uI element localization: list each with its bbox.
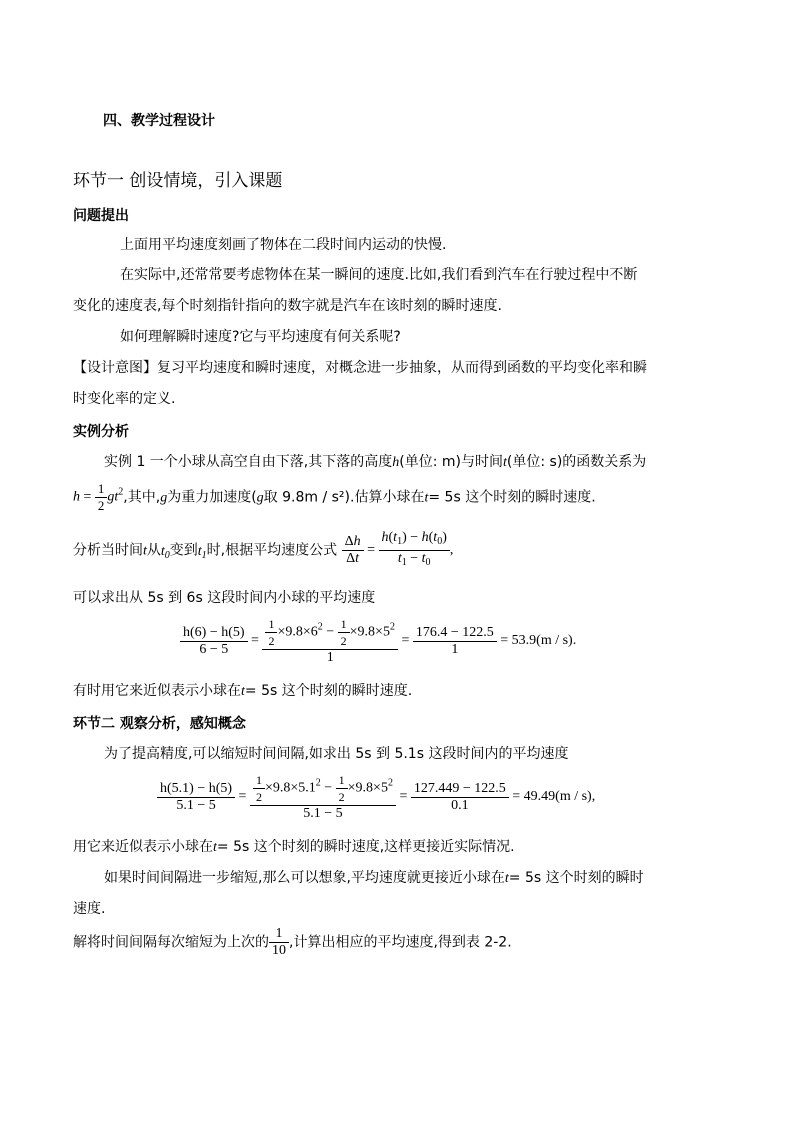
equation-1: $\frac{h(6) - h(5)}{6 - 5}$ = $\frac{1}{2}$ $\times 9.8\times 6^2$ − $\frac{1}{2}$ $\times 9.8\times 5^2$ 1 = $\frac{176.4 - 122.5}{1}$ = 53.9(m / s). — [180, 616, 576, 666]
eq2-num-right: 127.449 − 122.5 — [411, 781, 509, 798]
design-intent-line-a — [73, 358, 647, 378]
example-line-1-pre: 实例 1 一个小球从高空自由下落,其下落的高度 — [104, 454, 393, 470]
part2-line-4: 速度. — [73, 901, 106, 917]
var-t-3: t — [143, 543, 147, 559]
var-g: g — [160, 490, 168, 506]
example-line-1-post: (单位: s)的函数关系为 — [506, 454, 647, 470]
example-line-4: 可以求出从 5s 到 6s 这段时间内小球的平均速度 — [73, 590, 376, 606]
part2-line-3-post: = 5s 这个时刻的瞬时 — [508, 870, 644, 886]
eq1-num-left: h(6) − h(5) — [180, 625, 248, 642]
eq1-den-mid: 1 — [326, 650, 334, 665]
var-t-5: t — [241, 684, 245, 699]
paragraph-3: 如何理解瞬时速度?它与平均速度有何关系呢? — [120, 329, 401, 345]
example-line-2-tail2: 取 9.8m / s²).估算小球在 — [263, 489, 425, 506]
example-line-2 — [73, 481, 596, 514]
eq1-den-left: 6 − 5 — [199, 641, 229, 657]
example-line-3-mid: 从 — [146, 542, 161, 559]
formula-h-gt2: h = $\frac{1}{2}$ $gt^2$ — [73, 481, 124, 513]
example-line-5 — [73, 681, 412, 702]
paragraph-1: 上面用平均速度刻画了物体在二段时间内运动的快慢. — [120, 237, 447, 253]
paragraph-2a: 在实际中,还常常要考虑物体在某一瞬间的速度.比如,我们看到汽车在行驶过程中不断 — [120, 267, 638, 283]
design-intent-text-a: 复习平均速度和瞬时速度，对概念进一步抽象，从而得到函数的平均变化率和瞬 — [157, 360, 647, 376]
part2-line-5-pre: 解将时间间隔每次缩短为上次的 — [73, 934, 269, 951]
part2-line-1: 为了提高精度,可以缩短时间间隔,如求出 5s 到 5.1s 这段时间内的平均速度 — [104, 746, 569, 762]
part2-line-2-post: = 5s 这个时刻的瞬时速度,这样更接近实际情况. — [216, 839, 515, 855]
fraction-one-tenth: $\frac{1}{10}$ — [269, 926, 289, 959]
var-t-2: t — [424, 490, 429, 506]
design-intent-line-b: 时变化率的定义. — [73, 391, 176, 407]
problem-subtitle: 问题提出 — [73, 208, 129, 224]
part2-line-3-pre: 如果时间间隔进一步缩短,那么可以想象,平均速度就更接近小球在 — [104, 870, 505, 886]
eq2-den-mid: 5.1 − 5 — [303, 806, 343, 821]
var-g-2: g — [256, 490, 264, 506]
example-line-2-post: ,其中, — [123, 489, 161, 506]
var-t0: $t_0$ — [160, 543, 170, 561]
equation-2: $\frac{h(5.1) - h(5)}{5.1 - 5}$ = $\frac{1}{2}$ $\times 9.8\times 5.1^2$ − $\frac{1}{2}$ $\times 9.8\times 5^2$ 5.1 − 5 = $\frac{127.449 - 122.5}{0.1}$ = 49.49(m / s), — [157, 772, 595, 822]
part2-line-2-pre: 用它来近似表示小球在 — [73, 839, 213, 855]
example-line-3-pre: 分析当时间 — [73, 542, 143, 559]
formula-average-velocity: $\frac{\Delta h}{\Delta t}$ = $\frac{h(t_1) - h(t_0)}{t_1 - t_0}$ , — [342, 530, 454, 571]
example-line-3 — [73, 530, 453, 571]
eq1-num-mid: $\frac{1}{2}$ $\times 9.8\times 6^2$ − $\frac{1}{2}$ $\times 9.8\times 5^2$ — [262, 616, 398, 650]
var-t-6: t — [213, 840, 217, 855]
part2-line-3 — [104, 868, 644, 889]
part2-line-5-post: ,计算出相应的平均速度,得到表 2-2. — [289, 934, 512, 951]
var-h: h — [392, 455, 400, 470]
eq1-result: = 53.9(m / s). — [500, 633, 577, 649]
example-line-5-pre: 有时用它来近似表示小球在 — [73, 683, 241, 699]
eq2-den-left: 5.1 − 5 — [176, 797, 216, 813]
section-title: 四、教学过程设计 — [103, 113, 215, 129]
part1-title: 环节一 创设情境，引入课题 — [73, 171, 283, 191]
example-line-2-tail: 为重力加速度( — [167, 489, 257, 506]
eq2-result: = 49.49(m / s), — [512, 789, 596, 805]
example-line-2-tail3: = 5s 这个时刻的瞬时速度. — [428, 489, 596, 506]
example-subtitle: 实例分析 — [73, 424, 129, 440]
example-line-5-post: = 5s 这个时刻的瞬时速度. — [244, 683, 413, 699]
part2-line-2 — [73, 837, 515, 858]
var-t: t — [503, 455, 507, 470]
eq2-num-mid: $\frac{1}{2}$ $\times 9.8\times 5.1^2$ − $\frac{1}{2}$ $\times 9.8\times 5^2$ — [250, 772, 396, 806]
var-t1: $t_1$ — [197, 543, 207, 561]
example-line-3-mid2: 变到 — [169, 542, 198, 559]
eq1-den-right: 1 — [451, 641, 459, 657]
eq2-num-left: h(5.1) − h(5) — [157, 781, 235, 798]
eq2-den-right: 0.1 — [451, 797, 469, 813]
example-line-1-mid: (单位: m)与时间 — [399, 454, 503, 470]
part2-line-5 — [73, 926, 512, 959]
example-line-1 — [104, 452, 646, 473]
part2-title: 环节二 观察分析，感知概念 — [73, 716, 246, 732]
eq1-num-right: 176.4 − 122.5 — [413, 625, 497, 642]
example-line-3-mid3: 时,根据平均速度公式 — [206, 542, 338, 559]
paragraph-2b: 变化的速度表,每个时刻指针指向的数字就是汽车在该时刻的瞬时速度. — [73, 298, 502, 314]
var-t-7: t — [504, 871, 509, 886]
design-intent-label: 【设计意图】 — [73, 360, 157, 376]
